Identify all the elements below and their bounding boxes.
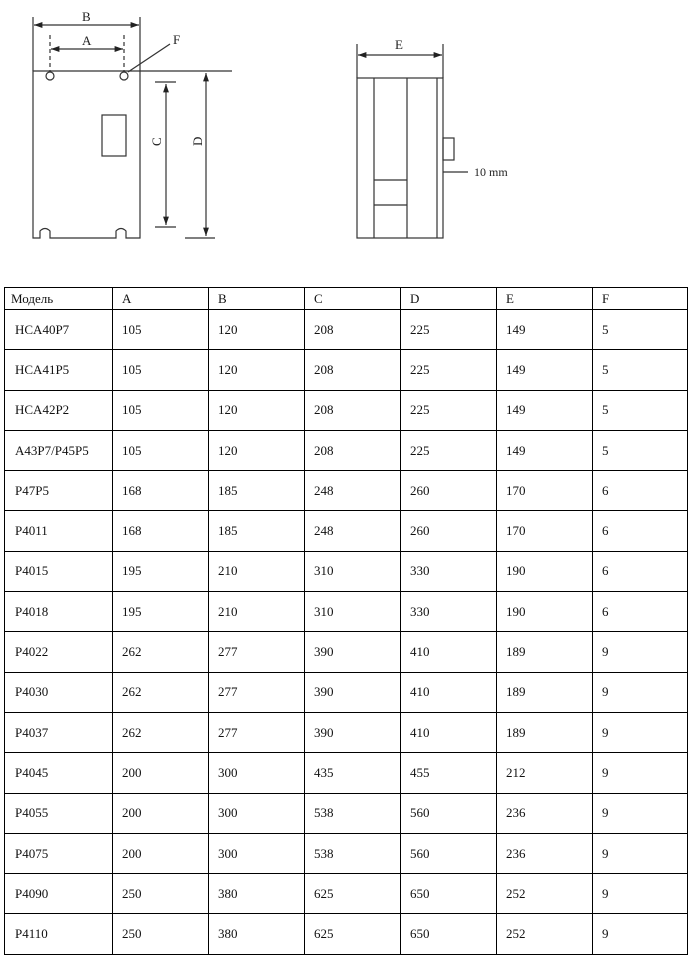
dimension-cell: 300 bbox=[209, 753, 305, 793]
dimension-cell: 120 bbox=[209, 310, 305, 350]
dimension-cell: 9 bbox=[593, 914, 688, 954]
model-cell: HCA42P2 bbox=[5, 390, 113, 430]
dimension-cell: 149 bbox=[497, 310, 593, 350]
dimension-cell: 390 bbox=[305, 712, 401, 752]
dimension-cell: 195 bbox=[113, 551, 209, 591]
dimension-cell: 300 bbox=[209, 793, 305, 833]
table-row bbox=[5, 471, 688, 511]
table-row bbox=[5, 592, 688, 632]
dimension-cell: 149 bbox=[497, 430, 593, 470]
dimension-cell: 262 bbox=[113, 672, 209, 712]
dimension-cell: 277 bbox=[209, 672, 305, 712]
column-header: E bbox=[497, 288, 593, 310]
dimension-cell: 225 bbox=[401, 390, 497, 430]
dimension-cell: 208 bbox=[305, 350, 401, 390]
model-cell: HCA41P5 bbox=[5, 350, 113, 390]
model-cell: P4045 bbox=[5, 753, 113, 793]
label-gap-10mm: 10 mm bbox=[474, 165, 508, 179]
dimension-cell: 200 bbox=[113, 753, 209, 793]
dimension-cell: 260 bbox=[401, 471, 497, 511]
dimension-cell: 189 bbox=[497, 632, 593, 672]
model-cell: P4055 bbox=[5, 793, 113, 833]
table-row bbox=[5, 753, 688, 793]
model-cell: P4011 bbox=[5, 511, 113, 551]
column-header: C bbox=[305, 288, 401, 310]
dimension-cell: 210 bbox=[209, 592, 305, 632]
dimension-cell: 5 bbox=[593, 430, 688, 470]
dimension-cell: 5 bbox=[593, 350, 688, 390]
dimension-cell: 168 bbox=[113, 471, 209, 511]
dimension-cell: 149 bbox=[497, 390, 593, 430]
dimension-cell: 225 bbox=[401, 350, 497, 390]
table-body bbox=[5, 310, 688, 955]
dimension-cell: 390 bbox=[305, 672, 401, 712]
table-row bbox=[5, 430, 688, 470]
dimension-cell: 6 bbox=[593, 511, 688, 551]
dimension-cell: 185 bbox=[209, 471, 305, 511]
table-row bbox=[5, 632, 688, 672]
dimension-cell: 120 bbox=[209, 390, 305, 430]
table-row bbox=[5, 310, 688, 350]
side-view-outline bbox=[357, 78, 443, 238]
dimension-cell: 9 bbox=[593, 793, 688, 833]
column-header: F bbox=[593, 288, 688, 310]
dimension-cell: 6 bbox=[593, 592, 688, 632]
dimension-cell: 105 bbox=[113, 430, 209, 470]
dimension-cell: 410 bbox=[401, 632, 497, 672]
side-bracket bbox=[443, 138, 454, 160]
side-view bbox=[357, 44, 468, 238]
label-c: C bbox=[149, 137, 164, 146]
dimension-cell: 168 bbox=[113, 511, 209, 551]
dimension-cell: 200 bbox=[113, 833, 209, 873]
dimension-cell: 170 bbox=[497, 471, 593, 511]
dimension-cell: 236 bbox=[497, 793, 593, 833]
dimension-cell: 210 bbox=[209, 551, 305, 591]
model-cell: P4015 bbox=[5, 551, 113, 591]
dimension-cell: 650 bbox=[401, 874, 497, 914]
dimension-cell: 538 bbox=[305, 833, 401, 873]
label-e: E bbox=[395, 37, 403, 52]
mounting-hole-right bbox=[120, 72, 128, 80]
column-header: A bbox=[113, 288, 209, 310]
dimension-cell: 330 bbox=[401, 551, 497, 591]
table-header bbox=[5, 288, 688, 310]
table-row bbox=[5, 914, 688, 954]
dimension-cell: 212 bbox=[497, 753, 593, 793]
dimension-cell: 9 bbox=[593, 833, 688, 873]
dimension-cell: 6 bbox=[593, 471, 688, 511]
dimension-cell: 195 bbox=[113, 592, 209, 632]
dimension-cell: 435 bbox=[305, 753, 401, 793]
model-cell: P4018 bbox=[5, 592, 113, 632]
model-cell: P4037 bbox=[5, 712, 113, 752]
leader-f bbox=[128, 44, 170, 72]
model-cell: P4110 bbox=[5, 914, 113, 954]
label-f: F bbox=[173, 32, 181, 47]
column-header: B bbox=[209, 288, 305, 310]
table-row bbox=[5, 793, 688, 833]
mounting-hole-left bbox=[46, 72, 54, 80]
dimension-cell: 248 bbox=[305, 511, 401, 551]
dimension-cell: 330 bbox=[401, 592, 497, 632]
table-row bbox=[5, 874, 688, 914]
dimension-cell: 262 bbox=[113, 632, 209, 672]
dimension-cell: 208 bbox=[305, 310, 401, 350]
dimension-cell: 560 bbox=[401, 793, 497, 833]
table-row bbox=[5, 350, 688, 390]
front-view-outline bbox=[33, 71, 140, 238]
dimension-cell: 260 bbox=[401, 511, 497, 551]
dimension-cell: 149 bbox=[497, 350, 593, 390]
dimension-cell: 9 bbox=[593, 672, 688, 712]
model-cell: A43P7/P45P5 bbox=[5, 430, 113, 470]
dimension-cell: 250 bbox=[113, 914, 209, 954]
model-cell: P4022 bbox=[5, 632, 113, 672]
model-cell: P4030 bbox=[5, 672, 113, 712]
dimension-cell: 390 bbox=[305, 632, 401, 672]
dimension-cell: 208 bbox=[305, 430, 401, 470]
dimension-cell: 262 bbox=[113, 712, 209, 752]
dimension-cell: 380 bbox=[209, 914, 305, 954]
dimension-cell: 9 bbox=[593, 753, 688, 793]
dimension-cell: 189 bbox=[497, 672, 593, 712]
dimension-cell: 5 bbox=[593, 390, 688, 430]
column-header: D bbox=[401, 288, 497, 310]
dimension-cell: 410 bbox=[401, 712, 497, 752]
dimension-cell: 248 bbox=[305, 471, 401, 511]
dimension-cell: 650 bbox=[401, 914, 497, 954]
dimension-cell: 105 bbox=[113, 390, 209, 430]
dimension-cell: 236 bbox=[497, 833, 593, 873]
table-row bbox=[5, 712, 688, 752]
model-cell: P4075 bbox=[5, 833, 113, 873]
front-view bbox=[33, 17, 232, 238]
dimension-cell: 410 bbox=[401, 672, 497, 712]
table-row bbox=[5, 511, 688, 551]
label-d: D bbox=[190, 136, 205, 146]
model-cell: P4090 bbox=[5, 874, 113, 914]
dimensions-table bbox=[4, 287, 688, 955]
dimension-cell: 120 bbox=[209, 430, 305, 470]
dimension-cell: 310 bbox=[305, 592, 401, 632]
dimension-cell: 625 bbox=[305, 874, 401, 914]
dimension-cell: 6 bbox=[593, 551, 688, 591]
dimension-cell: 200 bbox=[113, 793, 209, 833]
dimension-cell: 5 bbox=[593, 310, 688, 350]
dimension-cell: 250 bbox=[113, 874, 209, 914]
dimension-cell: 9 bbox=[593, 632, 688, 672]
dimension-cell: 300 bbox=[209, 833, 305, 873]
label-a: A bbox=[82, 33, 92, 48]
model-cell: HCA40P7 bbox=[5, 310, 113, 350]
dimension-cell: 560 bbox=[401, 833, 497, 873]
dimension-cell: 380 bbox=[209, 874, 305, 914]
table-row bbox=[5, 551, 688, 591]
header-row bbox=[5, 288, 688, 310]
dimension-cell: 310 bbox=[305, 551, 401, 591]
column-header: Модель bbox=[5, 288, 113, 310]
dimension-cell: 625 bbox=[305, 914, 401, 954]
dimension-cell: 190 bbox=[497, 551, 593, 591]
table-row bbox=[5, 833, 688, 873]
dimension-cell: 185 bbox=[209, 511, 305, 551]
model-cell: P47P5 bbox=[5, 471, 113, 511]
dimension-cell: 455 bbox=[401, 753, 497, 793]
dimension-cell: 225 bbox=[401, 310, 497, 350]
dimension-cell: 277 bbox=[209, 632, 305, 672]
dimension-cell: 538 bbox=[305, 793, 401, 833]
dimension-cell: 252 bbox=[497, 914, 593, 954]
dimension-cell: 105 bbox=[113, 310, 209, 350]
dimension-cell: 225 bbox=[401, 430, 497, 470]
dimension-cell: 9 bbox=[593, 874, 688, 914]
table-row bbox=[5, 390, 688, 430]
table-row bbox=[5, 672, 688, 712]
dimension-cell: 9 bbox=[593, 712, 688, 752]
dimension-cell: 277 bbox=[209, 712, 305, 752]
label-b: B bbox=[82, 9, 91, 24]
dimension-cell: 190 bbox=[497, 592, 593, 632]
dimension-drawing bbox=[0, 0, 691, 270]
front-window bbox=[102, 115, 126, 156]
dimension-cell: 252 bbox=[497, 874, 593, 914]
dimension-cell: 189 bbox=[497, 712, 593, 752]
dimension-cell: 170 bbox=[497, 511, 593, 551]
dimension-cell: 208 bbox=[305, 390, 401, 430]
dimension-cell: 120 bbox=[209, 350, 305, 390]
dimension-cell: 105 bbox=[113, 350, 209, 390]
